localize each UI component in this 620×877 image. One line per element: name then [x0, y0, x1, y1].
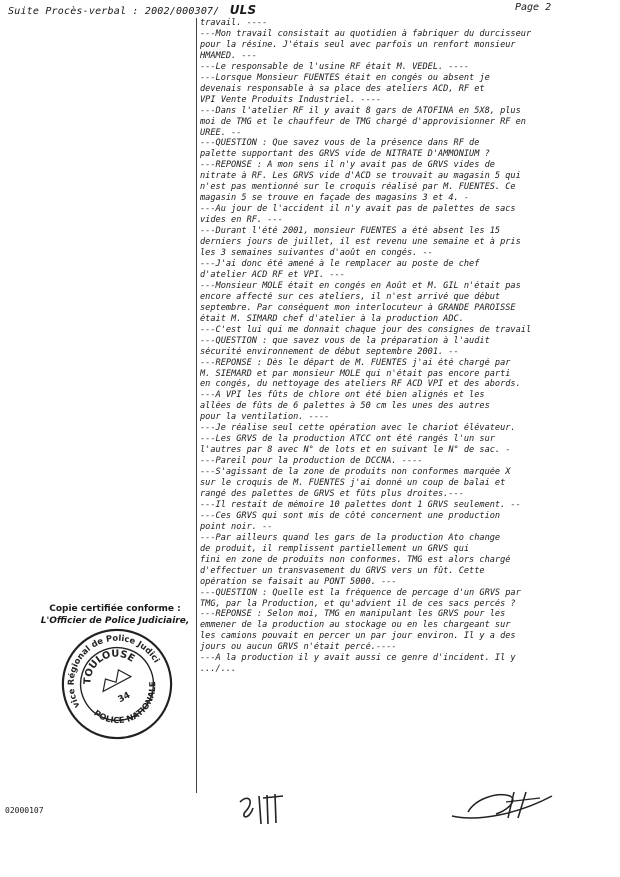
statement-line: ---Pareil pour la production de DCCNA. ---- — [200, 456, 423, 467]
statement-line: ---REPONSE : Dès le départ de M. FUENTES j'ai été chargé par — [200, 357, 511, 368]
statement-line: ---Il restait de mémoire 10 palettes dont 1 GRVS seulement. -- — [200, 499, 521, 510]
statement-line: d'atelier ACD RF et VPI. --- — [200, 269, 345, 280]
statement-line: ---Le responsable de l'usine RF était M. VEDEL. ---- — [200, 61, 470, 72]
statement-line: ---Dans l'atelier RF il y avait 8 gars de ATOFINA en 5X8, plus — [200, 105, 521, 116]
statement-line: ---REPONSE : Selon moi, TMG en manipulant les GRVS pour les — [200, 609, 506, 620]
statement-line: vides en RF. --- — [200, 215, 283, 226]
statement-line: ---Mon travail consistait au quotidien à fabriquer du durcisseur — [200, 28, 532, 39]
statement-line: de produit, il remplissent partiellement un GRVS qui — [200, 543, 470, 554]
statement-line: VPI Vente Produits Industriel. ---- — [200, 94, 382, 105]
statement-line: derniers jours de juillet, il est revenu une semaine et à pris — [200, 237, 521, 248]
statement-line: M. SIEMARD et par monsieur MOLE qui n'était pas encore parti — [200, 368, 511, 379]
statement-line: moi de TMG et le chauffeur de TMG chargé d'approvisionner RF en — [200, 116, 526, 127]
statement-line: pour la résine. J'étais seul avec parfois un renfort monsieur — [200, 39, 516, 50]
stamp-number: 34 — [116, 690, 133, 706]
certification-block — [40, 603, 190, 627]
statement-line: nitrate à RF. Les GRVS vide d'ACD se trouvait au magasin 5 qui — [200, 171, 521, 182]
statement-line: ---J'ai donc été amené à le remplacer au poste de chef — [200, 258, 480, 269]
statement-line: ---A la production il y avait aussi ce genre d'incident. Il y — [200, 653, 516, 664]
header-initials: ULS — [229, 3, 257, 17]
statement-line: était M. SIMARD chef d'atelier à la production ADC. — [200, 313, 464, 324]
signature-officer — [448, 788, 558, 824]
statement-line: septembre. Par conséquent mon interlocuteur à GRANDE PAROISSE — [200, 302, 516, 313]
statement-line: encore affecté sur ces ateliers, il n'est arrivé que début — [200, 291, 501, 302]
statement-line: devenais responsable à sa place des ateliers ACD, RF et — [200, 83, 485, 94]
statement-line: fini en zone de produits non conformes. TMG est alors chargé — [200, 554, 511, 565]
statement-line: en congés, du nettoyage des ateliers RF ACD VPI et des abords. — [200, 379, 521, 390]
statement-line: point noir. -- — [200, 521, 273, 532]
statement-line: ---Au jour de l'accident il n'y avait pas de palettes de sacs — [200, 204, 516, 215]
statement-line: ---QUESTION : Que savez vous de la présence dans RF de — [200, 138, 480, 149]
statement-line: n'est pas mentionné sur le croquis réalisé par M. FUENTES. Ce — [200, 182, 516, 193]
statement-line: d'effectuer un transvasement du GRVS vers un fût. Cette — [200, 565, 485, 576]
statement-line: ---REPONSE : A mon sens il n'y avait pas de GRVS vides de — [200, 160, 495, 171]
statement-line: ---Ces GRVS qui sont mis de côté concernent une production — [200, 510, 501, 521]
statement-line: pour la ventilation. ---- — [200, 412, 330, 423]
statement-line: emmener de la production au stockage ou en les chargeant sur — [200, 620, 511, 631]
statement-line: rangé des palettes de GRVS et fûts plus droites.--- — [200, 488, 464, 499]
statement-line: jours ou aucun GRVS n'était percé.---- — [200, 642, 397, 653]
statement-line: ---Je réalise seul cette opération avec le chariot élévateur. — [200, 423, 516, 434]
document-number: 02000107 — [5, 806, 44, 815]
statement-line: UREE. -- — [200, 127, 242, 138]
statement-line: sécurité environnement de début septembre 2001. -- — [200, 346, 459, 357]
certification-line-2: L'Officier de Police Judiciaire, — [40, 616, 190, 626]
certification-line-1: Copie certifiée conforme : — [49, 604, 181, 614]
statement-line: ---Monsieur MOLE était en congés en Août et M. GIL n'était pas — [200, 280, 521, 291]
statement-line: ---A VPI les fûts de chlore ont été bien alignés et les — [200, 390, 485, 401]
statement-line: TMG, par la Production, et qu'advient il de ces sacs percés ? — [200, 598, 516, 609]
statement-line: ---Lorsque Monsieur FUENTES était en congés ou absent je — [200, 72, 490, 83]
statement-line: l'autres par 8 avec N° de lots et en suivant le N° de sac. - — [200, 445, 511, 456]
statement-line: ---S'agissant de la zone de produits non conformes marquée X — [200, 467, 511, 478]
stamp-outer-text: Service Régional de Police Judiciaire — [65, 632, 162, 710]
statement-line: les camions pouvait en percer un par jour environ. Il y a des — [200, 631, 516, 642]
margin-rule — [196, 18, 197, 793]
statement-line: .../... — [200, 664, 237, 675]
svg-text:POLICE NATIONALE — [90, 677, 169, 738]
statement-line: opération se faisait au PONT 5000. --- — [200, 576, 397, 587]
statement-line: ---C'est lui qui me donnait chaque jour des consignes de travail — [200, 324, 532, 335]
stamp-city: TOULOUSE — [82, 648, 137, 685]
police-stamp — [58, 625, 176, 743]
statement-line: travail. ---- — [200, 18, 268, 28]
statement-line: ---QUESTION : que savez vous de la préparation à l'audit — [200, 335, 490, 346]
statement-line: HMAMED. --- — [200, 50, 257, 61]
stamp-bottom-text: POLICE NATIONALE — [92, 681, 158, 726]
statement-line: ---Durant l'été 2001, monsieur FUENTES a été absent les 15 — [200, 226, 501, 237]
statement-line: sur le croquis de M. FUENTES j'ai donné un coup de balai et — [200, 478, 506, 489]
statement-line: palette supportant des GRVS vide de NITRATE D'AMMONIUM ? — [200, 149, 490, 160]
statement-body — [200, 18, 610, 675]
statement-line: ---Les GRVS de la production ATCC ont été rangés l'un sur — [200, 434, 495, 445]
statement-line: ---QUESTION : Quelle est la fréquence de percage d'un GRVS par — [200, 587, 521, 598]
header-reference: Suite Procès-verbal : 2002/000307/ — [8, 6, 220, 17]
statement-line: ---Par ailleurs quand les gars de la production Ato change — [200, 532, 501, 543]
signature-witness — [235, 790, 290, 830]
page-number: Page 2 — [515, 2, 552, 13]
statement-line: magasin 5 se trouve en façade des magasins 3 et 4. - — [200, 193, 470, 204]
statement-line: allées de fûts de 6 palettes à 50 cm les unes des autres — [200, 401, 490, 412]
statement-line: les 3 semaines suivantes d'août en congés. -- — [200, 248, 433, 259]
